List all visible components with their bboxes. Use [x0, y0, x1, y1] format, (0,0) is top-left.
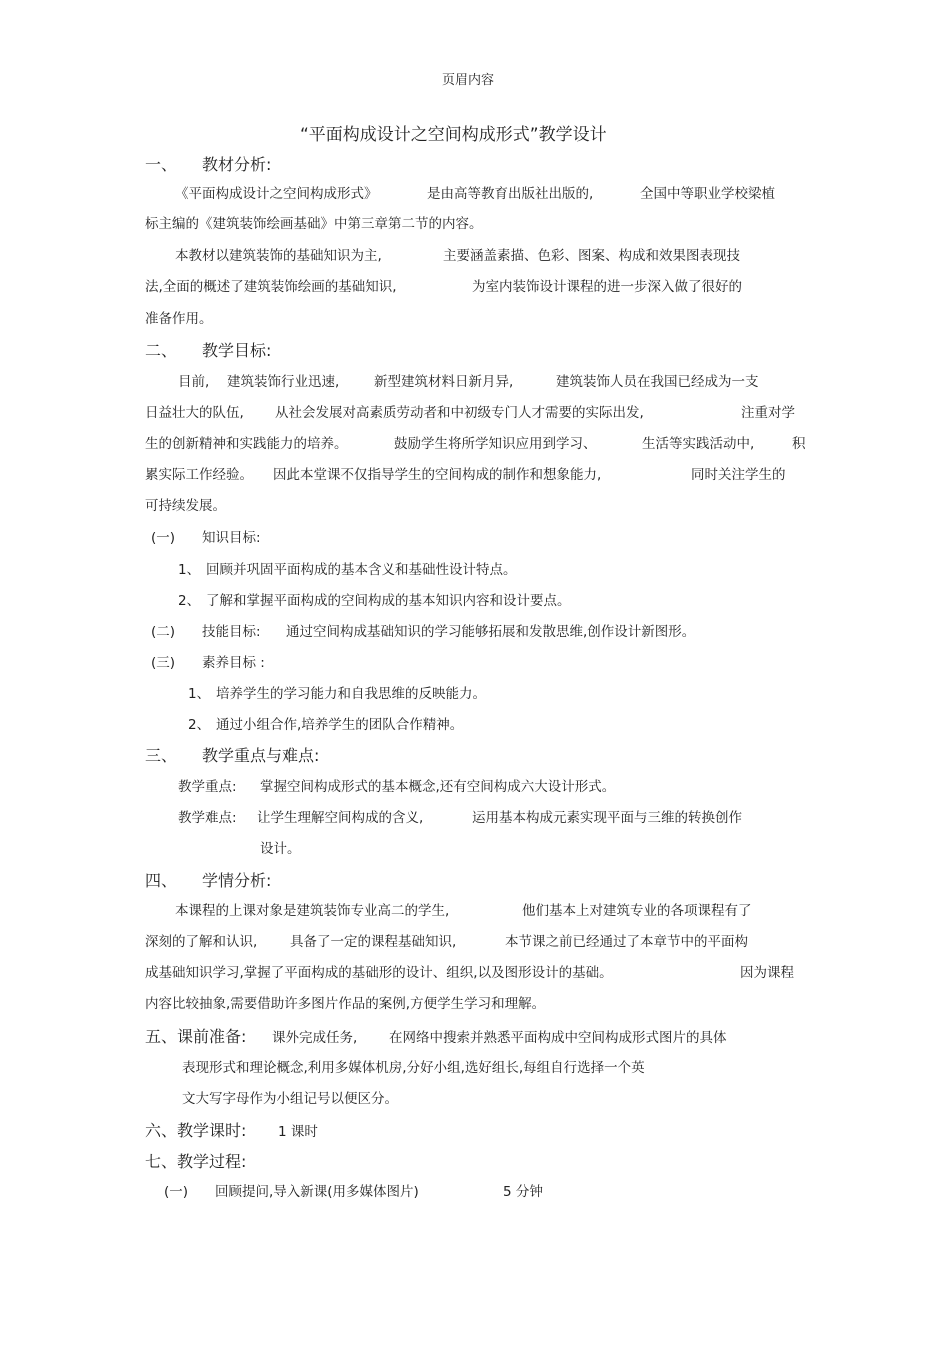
page-header: 页眉内容 [442, 73, 495, 88]
list-item: 了解和掌握平面构成的空间构成的基本知识内容和设计要点。 [206, 593, 571, 609]
objective-1-label: 知识目标: [202, 530, 261, 546]
section-2-text: 目前, [178, 374, 210, 390]
section-5-text: 在网络中搜索并熟悉平面构成中空间构成形式图片的具体 [389, 1030, 727, 1046]
section-2-text: 日益壮大的队伍, [145, 405, 244, 421]
section-2-text: 积 [792, 436, 806, 452]
list-item-number: 1、 [178, 562, 201, 578]
section-1-text: 主要涵盖素描、色彩、图案、构成和效果图表现技 [443, 248, 740, 264]
difficulty-text: 让学生理解空间构成的含义, [257, 810, 424, 826]
section-1-text: 本教材以建筑装饰的基础知识为主, [175, 248, 382, 264]
section-1-text: 准备作用。 [145, 311, 213, 327]
section-2-text: 注重对学 [741, 405, 795, 421]
section-4-heading: 学情分析: [202, 871, 272, 890]
list-item: 培养学生的学习能力和自我思维的反映能力。 [216, 686, 486, 702]
list-item-number: 2、 [188, 717, 211, 733]
section-4-text: 具备了一定的课程基础知识, [290, 934, 457, 950]
objective-2-label: 技能目标: [202, 624, 261, 640]
section-5-heading: 五、课前准备: [145, 1027, 247, 1046]
section-7-heading: 七、教学过程: [145, 1152, 247, 1171]
key-point-label: 教学重点: [178, 779, 237, 795]
section-5-text: 文大写字母作为小组记号以便区分。 [182, 1091, 398, 1107]
section-1-text: 是由高等教育出版社出版的, [427, 186, 594, 202]
process-step-duration: 5 分钟 [503, 1184, 543, 1200]
list-item: 通过小组合作,培养学生的团队合作精神。 [216, 717, 464, 733]
section-4-text: 本节课之前已经通过了本章节中的平面构 [505, 934, 748, 950]
section-2-text: 同时关注学生的 [691, 467, 786, 483]
section-4-text: 成基础知识学习,掌握了平面构成的基础形的设计、组织,以及图形设计的基础。 [145, 965, 613, 981]
objective-1-number: (一) [151, 530, 176, 546]
section-2-text: 从社会发展对高素质劳动者和中初级专门人才需要的实际出发, [275, 405, 644, 421]
section-4-text: 他们基本上对建筑专业的各项课程有了 [522, 903, 752, 919]
section-3-number: 三、 [145, 746, 178, 765]
section-2-text: 生活等实践活动中, [642, 436, 755, 452]
process-step-number: (一) [164, 1184, 189, 1200]
section-2-text: 建筑装饰人员在我国已经成为一支 [556, 374, 759, 390]
section-1-heading: 教材分析: [202, 155, 272, 174]
section-6-heading: 六、教学课时: [145, 1121, 247, 1140]
objective-3-label: 素养目标 : [202, 655, 265, 671]
key-point-text: 掌握空间构成形式的基本概念,还有空间构成六大设计形式。 [260, 779, 616, 795]
section-5-text: 课外完成任务, [272, 1030, 358, 1046]
objective-2-text: 通过空间构成基础知识的学习能够拓展和发散思维,创作设计新图形。 [286, 624, 696, 640]
list-item: 回顾并巩固平面构成的基本含义和基础性设计特点。 [206, 562, 517, 578]
document-title: “平面构成设计之空间构成形式”教学设计 [300, 125, 607, 145]
section-1-text: 法,全面的概述了建筑装饰绘画的基础知识, [145, 279, 397, 295]
section-1-text: 全国中等职业学校梁植 [640, 186, 775, 202]
list-item-number: 1、 [188, 686, 211, 702]
section-6-text: 1 课时 [278, 1124, 318, 1140]
difficulty-text: 运用基本构成元素实现平面与三维的转换创作 [472, 810, 742, 826]
section-1-text: 标主编的《建筑装饰绘画基础》中第三章第二节的内容。 [145, 216, 483, 232]
section-4-text: 深刻的了解和认识, [145, 934, 258, 950]
section-2-text: 可持续发展。 [145, 498, 226, 514]
section-5-text: 表现形式和理论概念,利用多媒体机房,分好小组,选好组长,每组自行选择一个英 [182, 1060, 645, 1076]
section-2-text: 因此本堂课不仅指导学生的空间构成的制作和想象能力, [273, 467, 602, 483]
section-2-number: 二、 [145, 341, 178, 360]
section-1-text: 《平面构成设计之空间构成形式》 [175, 186, 378, 202]
section-2-text: 建筑装饰行业迅速, [227, 374, 340, 390]
section-4-number: 四、 [145, 871, 178, 890]
difficulty-text: 设计。 [260, 841, 301, 857]
section-2-text: 生的创新精神和实践能力的培养。 [145, 436, 348, 452]
objective-2-number: (二) [151, 624, 176, 640]
objective-3-number: (三) [151, 655, 176, 671]
section-4-text: 本课程的上课对象是建筑装饰专业高二的学生, [175, 903, 450, 919]
section-2-text: 鼓励学生将所学知识应用到学习、 [394, 436, 597, 452]
difficulty-label: 教学难点: [178, 810, 237, 826]
list-item-number: 2、 [178, 593, 201, 609]
section-2-heading: 教学目标: [202, 341, 272, 360]
section-2-text: 新型建筑材料日新月异, [374, 374, 514, 390]
section-1-number: 一、 [145, 155, 178, 174]
section-3-heading: 教学重点与难点: [202, 746, 320, 765]
section-4-text: 因为课程 [740, 965, 794, 981]
section-2-text: 累实际工作经验。 [145, 467, 253, 483]
section-1-text: 为室内装饰设计课程的进一步深入做了很好的 [472, 279, 742, 295]
process-step-text: 回顾提问,导入新课(用多媒体图片) [215, 1184, 419, 1200]
section-4-text: 内容比较抽象,需要借助许多图片作品的案例,方便学生学习和理解。 [145, 996, 546, 1012]
